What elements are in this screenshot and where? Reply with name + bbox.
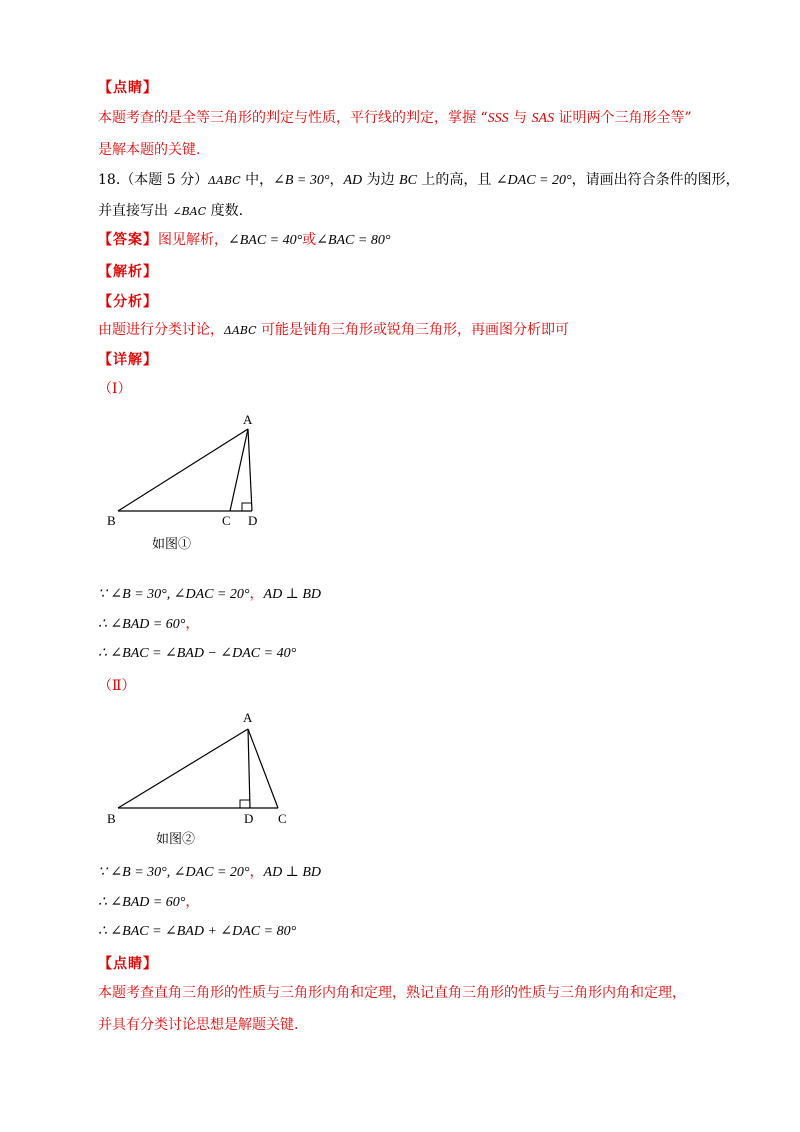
question-line2-b: 度数. — [206, 203, 244, 219]
question-t3: 上的高，且 — [416, 172, 496, 188]
answer-header: 【答案】 — [98, 232, 158, 248]
fig2-line-ac — [248, 729, 278, 808]
answer-text: 图见解析， — [158, 232, 228, 248]
fig2-label-b: B — [107, 811, 116, 826]
note1-text1-a: 本题考查的是全等三角形的判定与性质，平行线的判定，掌握 “ — [98, 110, 488, 126]
question-bc: BC — [399, 173, 417, 188]
answer-value1: ∠BAC = 40° — [228, 233, 303, 248]
note2-text2: 并具有分类讨论思想是解题关键. — [98, 1017, 299, 1033]
note1-text1 — [98, 108, 692, 129]
note1-text2: 是解本题的关键. — [98, 142, 201, 158]
question-t4: ，请画出符合条件的图形， — [571, 172, 740, 188]
analysis-header: 【解析】 — [98, 264, 158, 280]
case1-l2: ∴ ∠BAD = 60° — [98, 617, 186, 632]
question-cond1: ∠B = 30° — [273, 173, 330, 188]
question-line2-angle: ∠BAC — [172, 205, 207, 218]
case2-line2 — [98, 892, 199, 913]
case2-l1-b: AD ⊥ BD — [263, 865, 322, 880]
fig2-line-ba — [118, 729, 248, 808]
fig2-right-angle-mark — [240, 800, 250, 808]
triangle-figure-2 — [98, 702, 358, 857]
answer-or: 或 — [302, 232, 317, 248]
fig1-line-ad — [248, 429, 252, 511]
question-triangle: ΔABC — [208, 174, 241, 187]
case2-line3: ∴ ∠BAC = ∠BAD + ∠DAC = 80° — [98, 924, 297, 939]
triangle-figure-1 — [98, 405, 358, 560]
fig2-label-a: A — [243, 710, 253, 725]
fig1-line-ba — [118, 429, 248, 511]
case1-l1-b: AD ⊥ BD — [263, 587, 322, 602]
answer-value2: ∠BAC = 80° — [316, 233, 391, 248]
fig1-line-ac — [230, 429, 248, 511]
case1-l2-comma: ， — [185, 616, 200, 632]
case2-l1: ∵ ∠B = 30°, ∠DAC = 20° — [98, 865, 250, 880]
case2-label: （Ⅱ） — [98, 678, 136, 694]
case1-l1-comma: ， — [249, 586, 264, 602]
fig1-label-b: B — [107, 513, 116, 528]
case1-line3: ∴ ∠BAC = ∠BAD − ∠DAC = 40° — [98, 646, 297, 661]
question-number: 18.（本题 5 分） — [98, 172, 209, 188]
note2-text1: 本题考查直角三角形的性质与三角形内角和定理，熟记直角三角形的性质与三角形内角和定理， — [98, 985, 686, 1001]
detail-header: 【详解】 — [98, 352, 158, 368]
fenxi-text-b: 可能是钝角三角形或锐角三角形，再画图分析即可 — [256, 322, 570, 338]
fig2-label-d: D — [244, 811, 254, 826]
fenxi-text-a: 由题进行分类讨论， — [98, 322, 224, 338]
case1-line1 — [98, 584, 321, 605]
note1-header: 【点睛】 — [98, 80, 158, 96]
fenxi-triangle: ΔABC — [224, 324, 257, 337]
question-cond2: ∠DAC = 20° — [495, 173, 572, 188]
case1-label: （Ⅰ） — [98, 381, 132, 397]
note1-sas: SAS — [531, 111, 555, 126]
question-ad: AD — [343, 173, 363, 188]
note1-text1-b: 与 — [508, 110, 532, 126]
question-line2 — [98, 201, 243, 222]
answer-line — [98, 230, 390, 251]
fig1-label-a: A — [243, 412, 253, 427]
note1-sss: SSS — [487, 111, 509, 126]
fig2-caption: 如图② — [156, 831, 196, 846]
fig1-right-angle-mark — [242, 503, 252, 511]
fig1-label-c: C — [222, 513, 231, 528]
note2-header: 【点睛】 — [98, 956, 158, 972]
note1-text1-c: 证明两个三角形全等” — [554, 110, 692, 126]
fig2-label-c: C — [278, 811, 287, 826]
case1-line2 — [98, 614, 199, 635]
fig2-line-ad — [248, 729, 250, 808]
question-t1: 中， — [240, 172, 274, 188]
question-line1 — [98, 170, 740, 191]
case2-l1-comma: ， — [249, 864, 264, 880]
fenxi-header: 【分析】 — [98, 294, 158, 310]
case2-line1 — [98, 862, 321, 883]
fig1-caption: 如图① — [152, 536, 192, 551]
case2-l2-comma: ， — [185, 894, 200, 910]
case1-l1: ∵ ∠B = 30°, ∠DAC = 20° — [98, 587, 250, 602]
fenxi-text — [98, 320, 569, 341]
case2-l2: ∴ ∠BAD = 60° — [98, 895, 186, 910]
question-sep: ， — [329, 172, 344, 188]
fig1-label-d: D — [248, 513, 258, 528]
question-line2-a: 并直接写出 — [98, 203, 173, 219]
question-t2: 为边 — [362, 172, 400, 188]
